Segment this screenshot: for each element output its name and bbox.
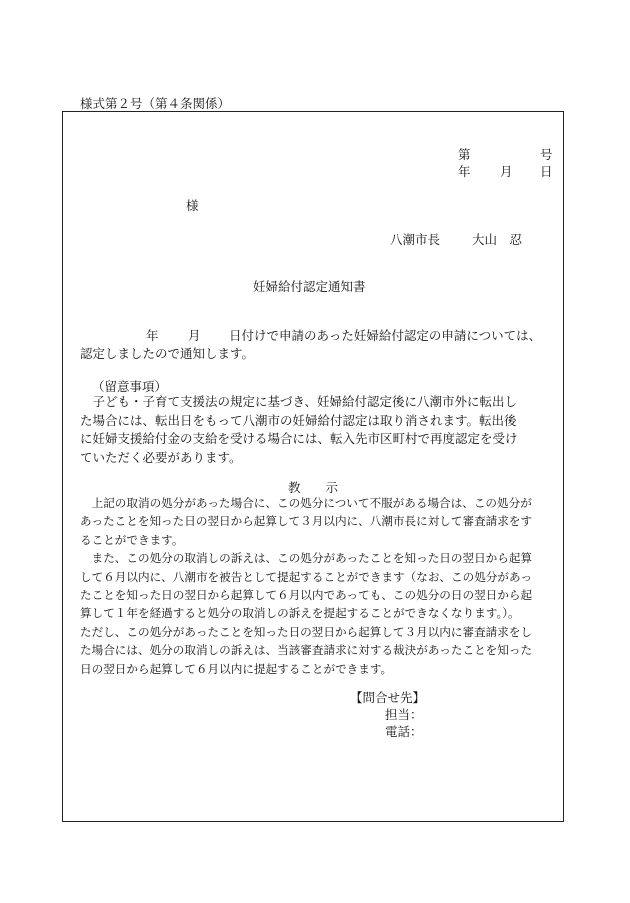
- instruction-line: あったことを知った日の翌日から起算して３月以内に、八潮市長に対して審査請求をす: [80, 514, 533, 529]
- date-day: 日: [540, 164, 553, 179]
- instruction-line: たことを知った日の翌日から起算して６月以内であっても、この処分の日の翌日から起: [80, 588, 533, 602]
- instruction-heading: 教 示: [288, 480, 339, 495]
- notes-heading: （留意事項）: [92, 379, 168, 394]
- instruction-line: また、この処分の取消しの訴えは、この処分があったことを知った日の翌日から起算: [80, 551, 533, 566]
- notes-line: に妊婦支援給付金の支給を受ける場合には、転入先市区町村で再度認定を受け: [80, 431, 518, 446]
- issuer-name: 大山 忍: [472, 232, 523, 247]
- instruction-line: ることができます。: [80, 532, 184, 547]
- date-month: 月: [500, 164, 513, 179]
- instruction-line: して６月以内に、八潮市を被告として提起することができます（なお、この処分があっ: [80, 569, 533, 584]
- form-label: 様式第２号（第４条関係）: [80, 96, 231, 111]
- intro-month: 月: [188, 328, 201, 343]
- instruction-line: 算して１年を経過すると処分の取消しの訴えを提起することができなくなります。）。: [80, 606, 520, 621]
- notes-line: ていただく必要があります。: [80, 449, 242, 465]
- instruction-line: ただし、この処分があったことを知った日の翌日から起算して３月以内に審査請求をし: [80, 624, 533, 639]
- contact-heading: 【問合せ先】: [350, 690, 426, 705]
- instruction-line: 上記の取消の処分があった場合に、この処分について不服がある場合は、この処分が: [80, 496, 532, 510]
- addressee-suffix: 様: [186, 198, 199, 213]
- contact-phone-label: 電話：: [385, 724, 423, 739]
- date-year: 年: [458, 164, 471, 179]
- intro-line2: 認定しましたので通知します。: [80, 346, 255, 361]
- notes-line: 子ども・子育て支援法の規定に基づき、妊婦給付認定後に八潮市外に転出し: [80, 394, 518, 409]
- number-label: 第: [458, 147, 471, 162]
- intro-year: 年: [146, 328, 159, 343]
- number-suffix: 号: [540, 147, 553, 162]
- instruction-line: 日の翌日から起算して６月以内に提起することができます。: [80, 661, 393, 676]
- issuer-title: 八潮市長: [390, 232, 441, 247]
- intro-line1-tail: 日付けで申請のあった妊婦給付認定の申請については、: [229, 328, 542, 343]
- notes-line: た場合には、転出日をもって八潮市の妊婦給付認定は取り消されます。転出後: [80, 412, 517, 428]
- instruction-line: た場合には、処分の取消しの訴えは、当該審査請求に対する裁決があったことを知った: [80, 643, 533, 658]
- contact-person-label: 担当：: [385, 707, 423, 722]
- doc-title: 妊婦給付認定通知書: [253, 279, 366, 294]
